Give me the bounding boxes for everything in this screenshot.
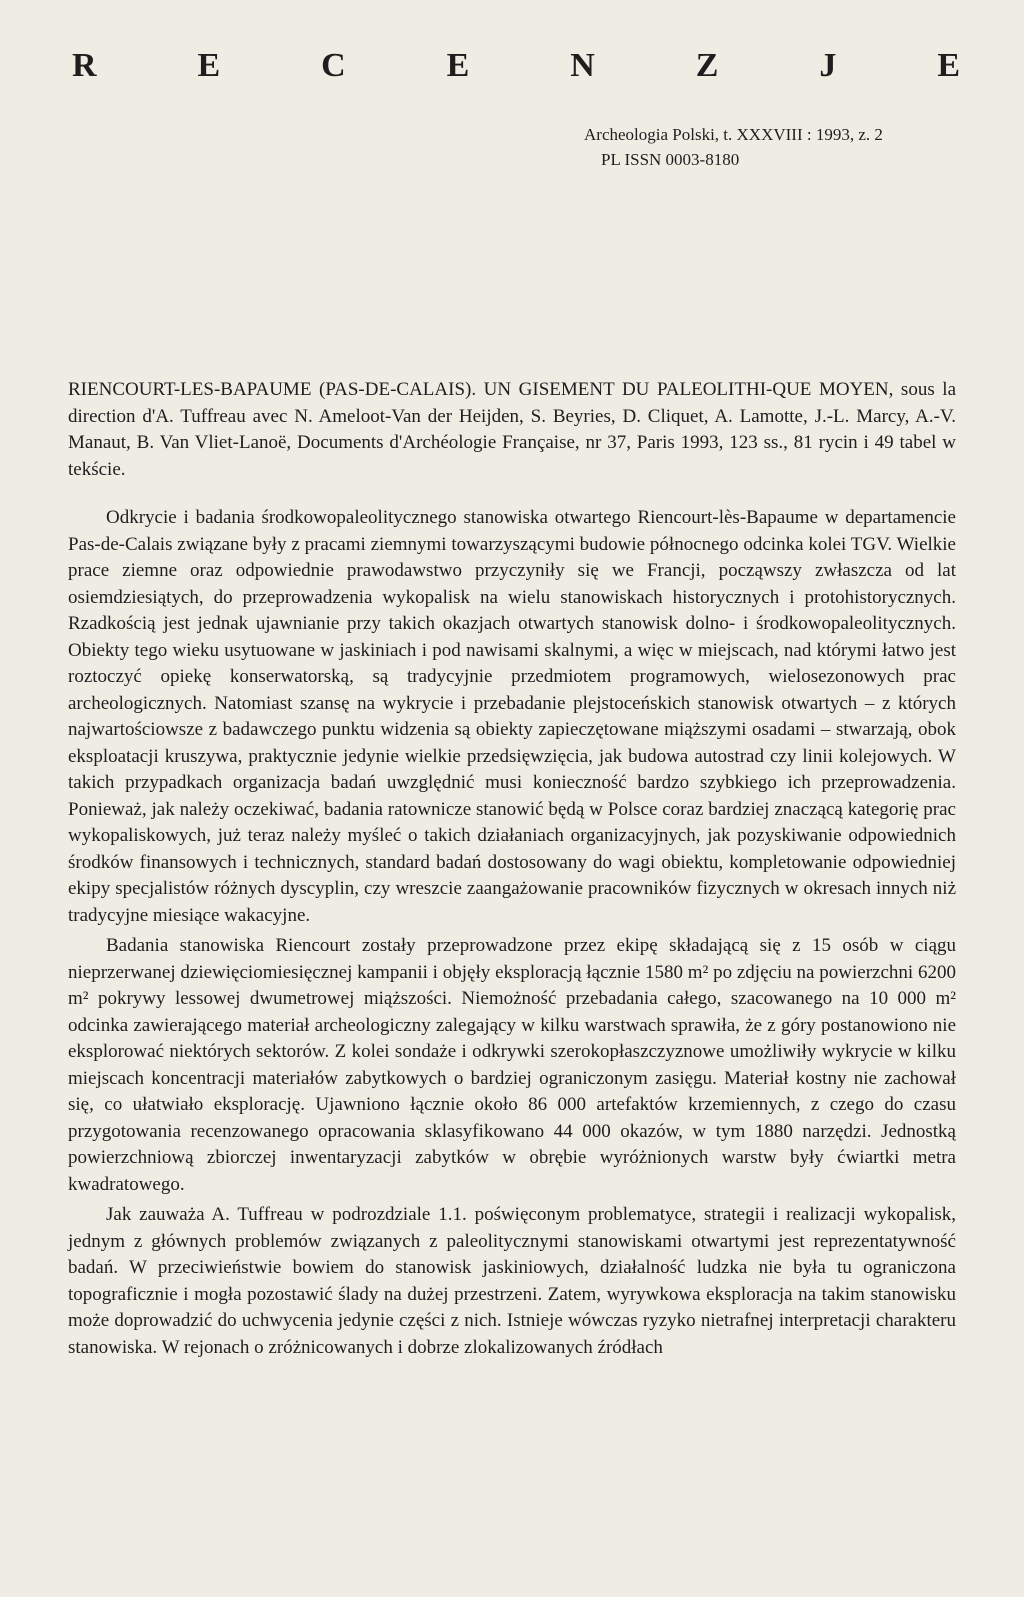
heading-letter: C	[321, 47, 346, 84]
heading-letter: Z	[695, 47, 719, 84]
journal-info	[584, 122, 974, 172]
section-heading	[72, 46, 960, 86]
review-body	[68, 505, 956, 1361]
paragraph: Badania stanowiska Riencourt zostały przeprowadzone przez ekipę składającą się z 15 osób w ciągu nieprzerwanej dziewięciomiesięcznej kampanii i objęły eksploracją łącznie 1580 m² po zdjęciu na powierzchni 6200 m² pokrywy lessowej dwumetrowej miąższości. Niemożność przebadania całego, szacowanego na 10 000 m² odcinka zawierającego materiał archeologiczny zalegający w kilku warstwach sprawiła, że z góry postanowiono nie eksplorować niektórych sektorów. Z kolei sondaże i odkrywki szerokopłaszczyznowe umożliwiły wykrycie w kilku miejscach koncentracji materiałów zabytkowych o bardziej ograniczonym zasięgu. Materiał kostny nie zachował się, co ułatwiało eksplorację. Ujawniono łącznie około 86 000 artefaktów krzemiennych, z czego do czasu przygotowania recenzowanego opracowania sklasyfikowano 44 000 okazów, w tym 1880 narzędzi. Jednostką powierzchniową zbiorczej inwentaryzacji zabytków w obrębie wyróżnionych warstw były ćwiartki metra kwadratowego.	[68, 935, 956, 1195]
heading-letter: J	[819, 47, 837, 84]
paragraph: Odkrycie i badania środkowopaleolitycznego stanowiska otwartego Riencourt-lès-Bapaume w departamencie Pas-de-Calais związane były z pracami ziemnymi towarzyszącymi budowie północnego odcinka kolei TGV. Wielkie prace ziemne oraz odpowiednie prawodawstwo przyczyniły się we Francji, począwszy zwłaszcza od lat osiemdziesiątych, do przeprowadzenia wykopalisk na wielu stanowiskach historycznych i protohistorycznych. Rzadkością jest jednak ujawnianie przy takich okazjach otwartych stanowisk dolno- i środkowopaleolitycznych. Obiekty tego wieku usytuowane w jaskiniach i pod nawisami skalnymi, a więc w miejscach, nad którymi łatwo jest roztoczyć opiekę konserwatorską, są tradycyjnie przedmiotem programowych, wielosezonowych prac archeologicznych. Natomiast szansę na wykrycie i przebadanie plejstoceńskich stanowisk otwartych – z których najwartościowsze z badawczego punktu widzenia są obiekty zapieczętowane miąższymi osadami – stwarzają, obok eksploatacji kruszywa, praktycznie jedynie wielkie przedsięwzięcia, jak budowa autostrad czy linii kolejowych. W takich przypadkach organizacja badań uwzględnić musi konieczność bardzo szybkiego ich przeprowadzenia. Ponieważ, jak należy oczekiwać, badania ratownicze stanowić będą w Polsce coraz bardziej znaczącą kategorię prac wykopaliskowych, już teraz należy myśleć o takich działaniach organizacyjnych, jak pozyskiwanie odpowiednich środków finansowych i technicznych, standard badań dostosowany do wagi obiektu, kompletowanie odpowiedniej ekipy specjalistów różnych dyscyplin, czy wreszcie zaangażowanie pracowników fizycznych w okresach innych niż tradycyjne miesiące wakacyjne.	[68, 507, 956, 926]
issn: PL ISSN 0003-8180	[601, 150, 740, 169]
heading-letter: E	[197, 47, 221, 84]
review-title: RIENCOURT-LES-BAPAUME (PAS-DE-CALAIS). UN GISEMENT DU PALEOLITHI-QUE MOYEN, sous la direction d'A. Tuffreau avec N. Ameloot-Van der Heijden, S. Beyries, D. Cliquet, A. Lamotte, J.-L. Marcy, A.-V. Manaut, B. Van Vliet-Lanoë, Documents d'Archéologie Française, nr 37, Paris 1993, 123 ss., 81 rycin i 49 tabel w tekście.	[68, 379, 956, 480]
paragraph: Jak zauważa A. Tuffreau w podrozdziale 1.1. poświęconym problematyce, strategii i realizacji wykopalisk, jednym z głównych problemów związanych z paleolitycznymi stanowiskami otwartymi jest reprezentatywność badań. W przeciwieństwie bowiem do stanowisk jaskiniowych, działalność ludzka nie była tu ograniczona topograficznie i mogła pozostawić ślady na dużej przestrzeni. Zatem, wyrywkowa eksploracja na takim stanowisku może doprowadzić do uchwycenia jedynie części z nich. Istnieje wówczas ryzyko nietrafnej interpretacji charakteru stanowiska. W rejonach o zróżnicowanych i dobrze zlokalizowanych źródłach	[68, 1204, 956, 1358]
journal-citation: Archeologia Polski, t. XXXVIII : 1993, z. 2	[584, 125, 883, 144]
heading-letter: R	[72, 47, 97, 84]
heading-letter: N	[570, 47, 595, 84]
heading-letter: E	[937, 47, 960, 84]
heading-letter: E	[446, 47, 470, 84]
